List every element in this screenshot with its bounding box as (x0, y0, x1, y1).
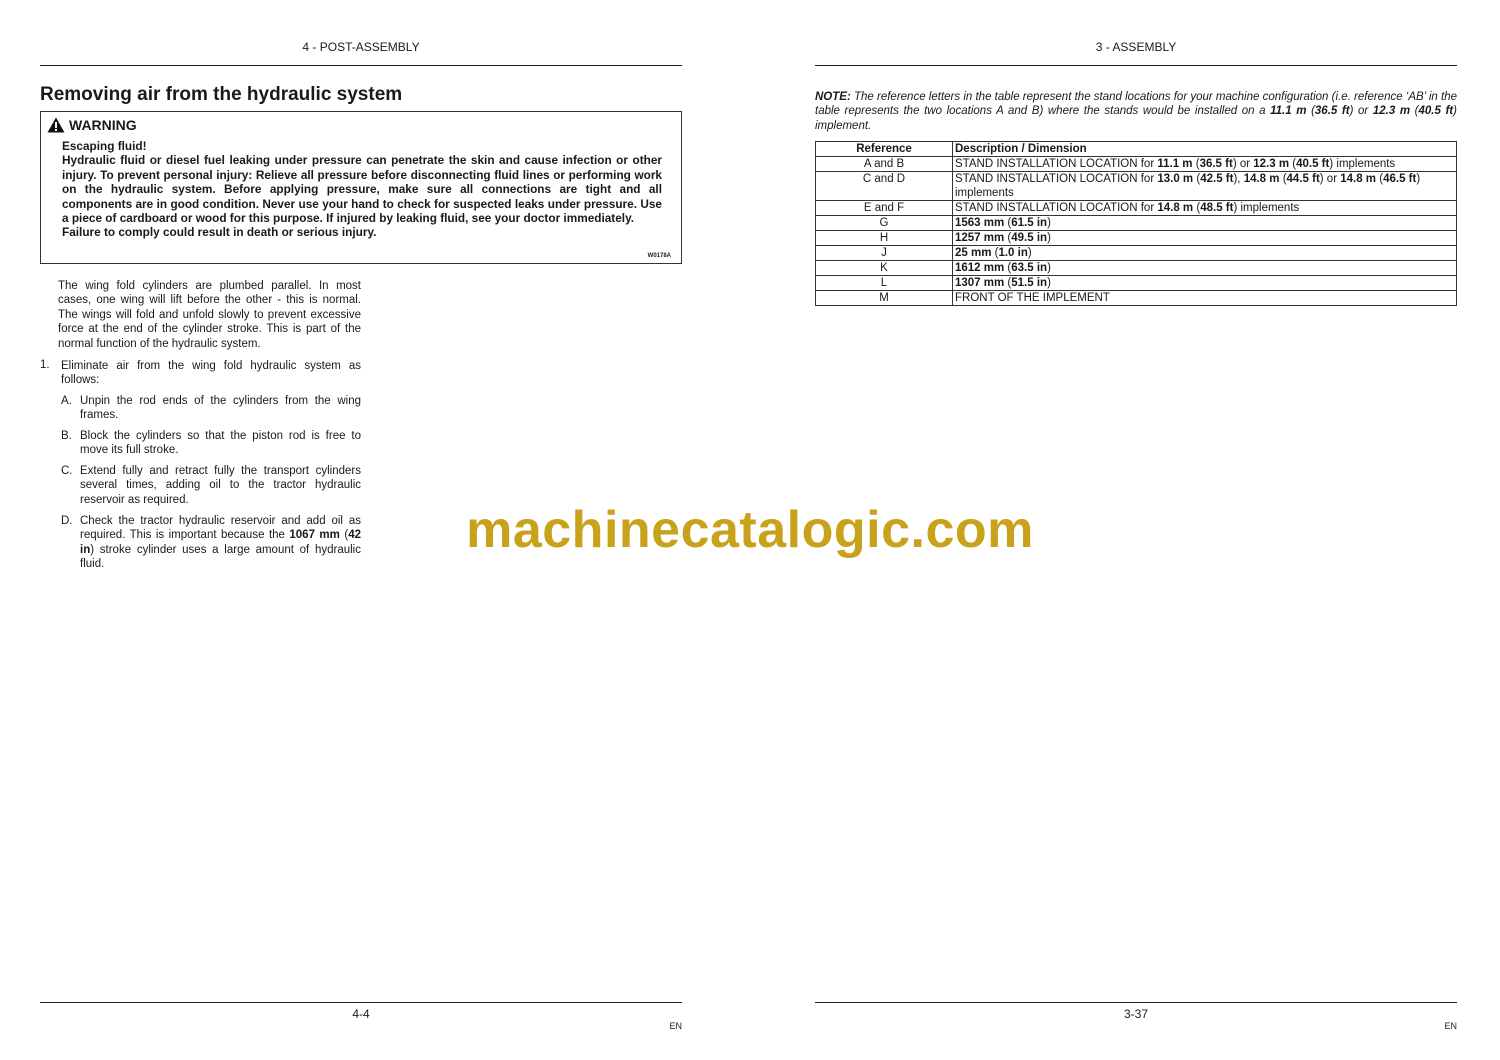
language-code: EN (1444, 1021, 1457, 1031)
reference-cell: L (816, 276, 953, 291)
column-header-reference: Reference (816, 142, 953, 157)
text-run: ( (1004, 217, 1012, 229)
text-run: ) or (1349, 105, 1373, 118)
note-paragraph (815, 90, 1457, 133)
step-number: 1. (40, 359, 50, 371)
bold-value: 40.5 ft (1296, 158, 1330, 170)
page-header: 4 - POST-ASSEMBLY (302, 40, 420, 54)
bold-value: 13.0 m (1157, 173, 1194, 185)
text-run: ( (991, 247, 999, 259)
sub-step-text: Unpin the rod ends of the cylinders from the wing frames. (80, 395, 361, 422)
reference-cell: M (816, 291, 953, 306)
language-code: EN (669, 1021, 682, 1031)
bold-value: 1612 mm (955, 262, 1005, 274)
bold-value: 36.5 ft (1314, 105, 1350, 118)
description-cell (953, 246, 1457, 261)
footer-rule (815, 1002, 1457, 1003)
sub-step-letter: C. (61, 465, 73, 477)
description-cell (953, 291, 1457, 306)
table-row (816, 291, 1457, 306)
column-header-description: Description / Dimension (953, 142, 1457, 157)
text-run: ( (1376, 173, 1384, 185)
reference-cell: H (816, 231, 953, 246)
warning-box (40, 111, 682, 264)
text-run: ) implements (1233, 202, 1300, 214)
bold-value: 63.5 in (1011, 262, 1048, 274)
sub-step-text: Block the cylinders so that the piston rod is free to move its full stroke. (80, 430, 361, 457)
text-run: ) implements (955, 173, 1421, 199)
warning-label: WARNING (69, 117, 137, 133)
text-run: STAND INSTALLATION LOCATION for (955, 158, 1158, 170)
table-row (816, 246, 1457, 261)
bold-value: 1067 mm (289, 529, 340, 542)
text-run: FRONT OF THE IMPLEMENT (955, 292, 1110, 304)
reference-cell: C and D (816, 172, 953, 201)
text-run: ( (1193, 173, 1201, 185)
text-run: STAND INSTALLATION LOCATION for (955, 202, 1158, 214)
text-run: ) (1047, 262, 1051, 274)
bold-value: 12.3 m (1372, 105, 1411, 118)
bold-value: 1307 mm (955, 277, 1005, 289)
table-row (816, 261, 1457, 276)
description-cell (953, 172, 1457, 201)
page-number: 3-37 (1123, 1007, 1149, 1021)
bold-value: 12.3 m (1253, 158, 1290, 170)
description-cell (953, 231, 1457, 246)
bold-value: 14.8 m (1243, 173, 1280, 185)
bold-value: 46.5 ft (1383, 173, 1417, 185)
footer-rule (40, 1002, 682, 1003)
table-row (816, 276, 1457, 291)
description-cell (953, 276, 1457, 291)
bold-value: 1563 mm (955, 217, 1005, 229)
table-body (816, 157, 1457, 306)
bold-value: 1257 mm (955, 232, 1005, 244)
bold-value: 11.1 m (1157, 158, 1193, 170)
bold-value: 51.5 in (1011, 277, 1048, 289)
warning-line-1: Escaping fluid! (62, 139, 147, 153)
text-run: ) implement. (815, 105, 1457, 132)
reference-table (815, 141, 1457, 306)
intro-paragraph: The wing fold cylinders are plumbed parallel. In most cases, one wing will lift before the other - this is normal. The wings will fold and unfold slowly to prevent excessive force at the end of the cylinder stroke. This is part of the normal function of the hydraulic system. (58, 280, 361, 350)
text-run: ( (1306, 105, 1315, 118)
text-run: ( (1289, 158, 1297, 170)
bold-value: 25 mm (955, 247, 992, 259)
sub-step-letter: D. (61, 515, 73, 527)
page-number: 4-4 (352, 1007, 370, 1021)
table-row (816, 231, 1457, 246)
warning-paragraph: Hydraulic fluid or diesel fuel leaking under pressure can penetrate the skin and cause infection or other injury. To prevent personal injury: Relieve all pressure before disconnecting fluid lines or performing work on the hydraulic system. Before applying pressure, make sure all connections are tight and all components are in good condition. Never use your hand to check for suspected leaks under pressure. Use a piece of cardboard or wood for this purpose. If injured by leaking fluid, see your doctor immediately. (62, 153, 662, 226)
text-run: Check the tractor hydraulic reservoir and add oil as required. This is important because the (80, 515, 361, 542)
bold-value: 14.8 m (1157, 202, 1194, 214)
bold-value: 61.5 in (1011, 217, 1048, 229)
text-run: ( (1004, 232, 1012, 244)
bold-value: 36.5 ft (1199, 158, 1233, 170)
reference-cell: E and F (816, 201, 953, 216)
table-row (816, 157, 1457, 172)
text-run: ) (1027, 247, 1032, 259)
note-label: NOTE: (815, 91, 851, 103)
bold-value: 42.5 ft (1200, 173, 1234, 185)
sub-step-letter: B. (61, 430, 72, 442)
text-run: ( (1192, 158, 1200, 170)
reference-cell: K (816, 261, 953, 276)
warning-code: W0178A (647, 253, 671, 259)
text-run: ) (1047, 277, 1051, 289)
warning-heading (47, 117, 137, 133)
page-header: 3 - ASSEMBLY (1095, 40, 1177, 54)
watermark: machinecatalogic.com (466, 501, 1034, 559)
warning-body (62, 139, 662, 240)
bold-value: 44.5 ft (1286, 173, 1320, 185)
text-run: ( (1193, 202, 1201, 214)
table-row (816, 201, 1457, 216)
text-run: ( (1410, 105, 1419, 118)
text-run: ) (1047, 232, 1051, 244)
description-cell (953, 216, 1457, 231)
bold-value: 48.5 ft (1200, 202, 1234, 214)
description-cell (953, 261, 1457, 276)
text-run: ( (1279, 173, 1287, 185)
text-run: ) stroke cylinder uses a large amount of hydraulic fluid. (80, 543, 361, 571)
text-run: ), (1233, 173, 1244, 185)
description-cell (953, 201, 1457, 216)
header-rule (815, 65, 1457, 66)
text-run: The reference letters in the table represent the stand locations for your machine configuration (i.e. reference ‘AB’ in the table represents the two locations A and B) where the stands would be installed on a (815, 91, 1457, 118)
section-title: Removing air from the hydraulic system (40, 84, 403, 105)
header-rule (40, 65, 682, 66)
text-run: ( (1004, 262, 1012, 274)
text-run: ( (1004, 277, 1012, 289)
reference-cell: A and B (816, 157, 953, 172)
bold-value: 40.5 ft (1418, 105, 1454, 118)
warning-triangle-icon (47, 117, 65, 133)
table-row (816, 216, 1457, 231)
text-run: ) or (1232, 158, 1254, 170)
description-cell (953, 157, 1457, 172)
table-row (816, 172, 1457, 201)
bold-value: 14.8 m (1340, 173, 1377, 185)
sub-step-text: Extend fully and retract fully the transport cylinders several times, adding oil to the tractor hydraulic reservoir as required. (80, 465, 361, 506)
bold-value: 11.1 m (1270, 105, 1307, 118)
bold-value: 42 in (80, 529, 361, 556)
reference-cell: J (816, 246, 953, 261)
bold-value: 49.5 in (1011, 232, 1048, 244)
warning-line-last: Failure to comply could result in death or serious injury. (62, 225, 377, 240)
text-run: ) implements (1329, 158, 1396, 170)
text-run: ) (1047, 217, 1051, 229)
text-run: STAND INSTALLATION LOCATION for (955, 173, 1158, 185)
bold-value: 1.0 in (998, 247, 1028, 259)
text-run: ) or (1319, 173, 1341, 185)
sub-step-letter: A. (61, 395, 72, 407)
reference-cell: G (816, 216, 953, 231)
step-text: Eliminate air from the wing fold hydraulic system as follows: (61, 360, 361, 387)
text-run: ( (339, 529, 349, 542)
table-header-row (816, 142, 1457, 157)
